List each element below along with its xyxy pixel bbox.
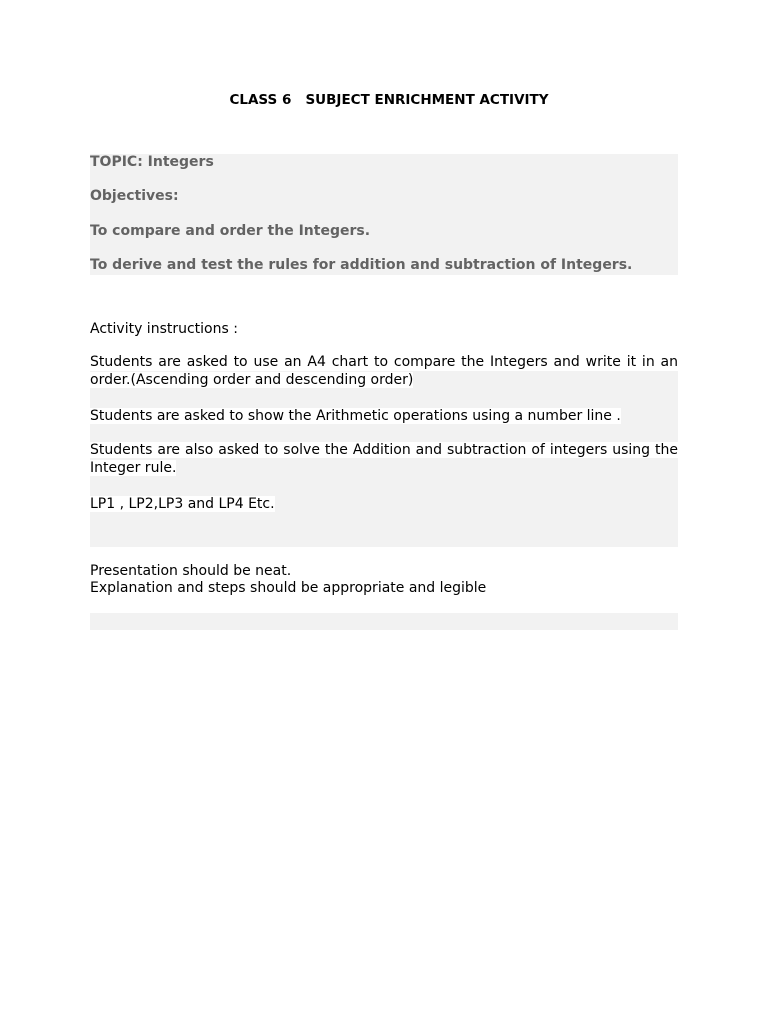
activity-heading: Activity instructions :	[90, 321, 238, 337]
objective-item: To derive and test the rules for addition and subtraction of Integers.	[90, 257, 633, 273]
instruction-item	[90, 353, 678, 389]
assessment-note: Presentation should be neat.	[90, 563, 292, 579]
instruction-text: Students are asked to use an A4 chart to compare the Integers and write it in an order.(Ascending order and descending order)	[90, 354, 678, 388]
objectives-heading: Objectives:	[90, 188, 179, 204]
learning-points	[90, 495, 678, 513]
instruction-text: Students are asked to show the Arithmetic operations using a number line .	[90, 408, 621, 424]
instruction-text: Students are also asked to solve the Addition and subtraction of integers using the Integer rule.	[90, 442, 678, 476]
assessment-note: Explanation and steps should be appropriate and legible	[90, 580, 487, 596]
document-title: CLASS 6 SUBJECT ENRICHMENT ACTIVITY	[229, 92, 549, 108]
topic-line: TOPIC: Integers	[90, 154, 214, 170]
empty-shaded-band	[90, 613, 678, 630]
instruction-item	[90, 441, 678, 477]
instruction-item	[90, 407, 678, 425]
objective-item: To compare and order the Integers.	[90, 223, 371, 239]
learning-points-text: LP1 , LP2,LP3 and LP4 Etc.	[90, 496, 275, 512]
